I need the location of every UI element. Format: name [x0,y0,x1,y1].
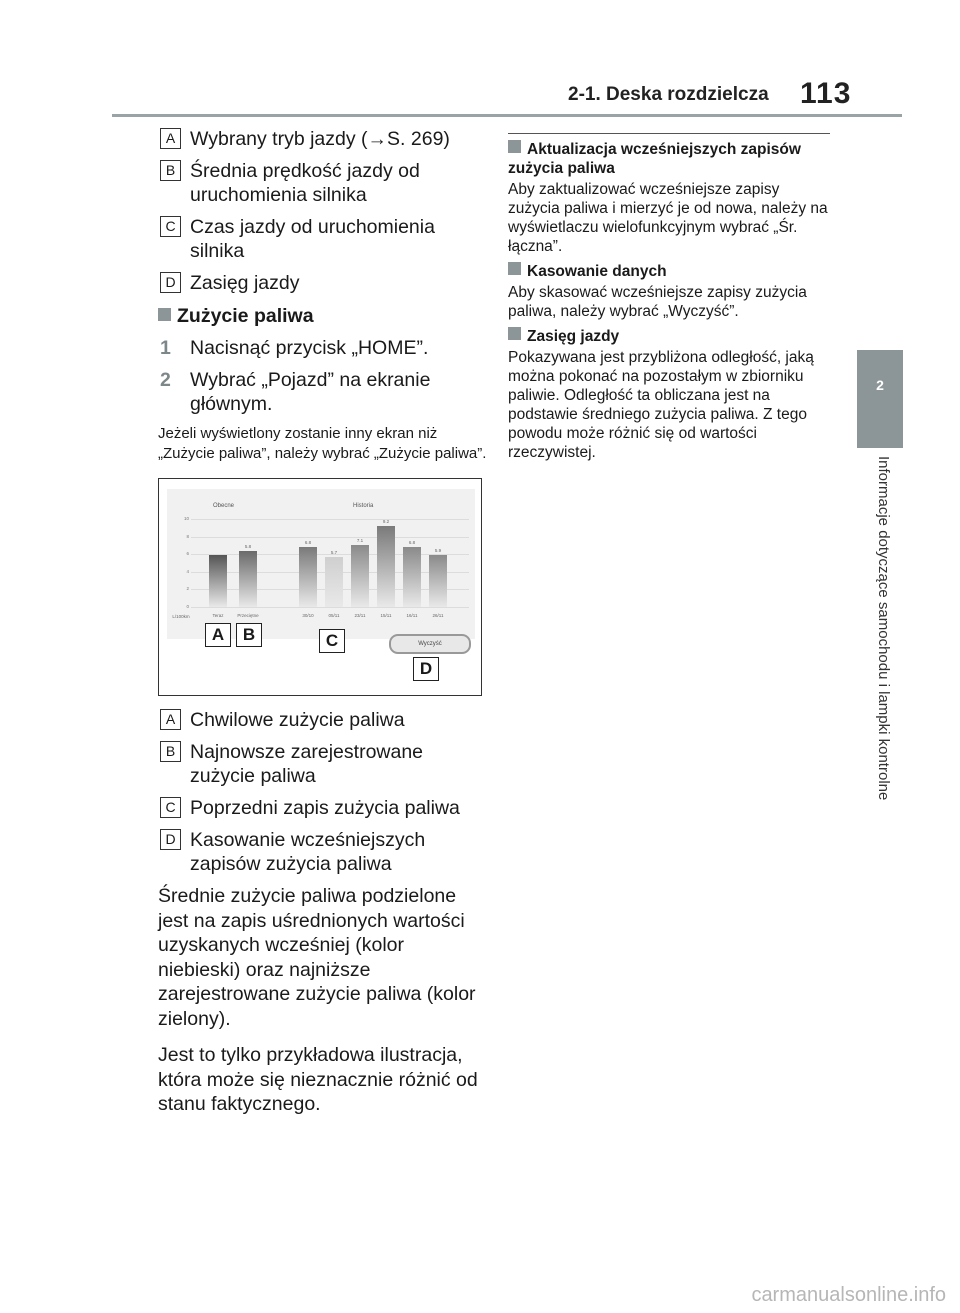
x-tick-label: 23/11 [354,613,366,618]
legend-item [158,271,488,295]
x-tick-label: 15/11 [380,613,392,618]
section-heading [508,140,832,178]
chapter-side-label: Informacje dotyczące samochodu i lampki kontrolne [875,456,892,801]
y-tick-label: 10 [183,516,189,521]
legend-top [158,127,488,295]
display-screen [167,489,475,639]
heading-text: Zużycie paliwa [177,305,314,327]
y-tick-label: 8 [186,533,189,539]
section-heading [508,262,832,281]
chart-bar [209,555,227,607]
tab-history: Historia [353,503,374,509]
chart-area [167,489,475,639]
step-text: Nacisnąć przycisk „HOME”. [190,337,429,359]
grid-line [191,519,469,520]
badge-d: D [160,272,181,293]
legend-bottom [158,708,488,876]
step-number: 2 [160,369,171,391]
chart-bar [403,547,421,607]
chart-bar [325,557,343,607]
legend-text: Kasowanie wcześniejszych zapisów zużycia paliwa [190,829,426,875]
legend-text: Chwilowe zużycie paliwa [190,709,405,731]
section-body: Aby skasować wcześniejsze zapisy zużycia paliwa, należy wybrać „Wyczyść”. [508,284,807,320]
legend-text: Wybrany tryb jazdy (→S. 269) [190,128,450,150]
heading-text: Zasięg jazdy [527,328,620,345]
fuel-consumption-figure [158,478,482,696]
bullet-square-icon [508,262,521,275]
section-heading [508,327,832,346]
grid-line [191,537,469,538]
legend-item [158,127,488,151]
legend-item [158,708,488,732]
right-column [508,133,832,468]
x-tick-label: 26/11 [432,613,444,618]
note-text: Jeżeli wyświetlony zostanie inny ekran niż „Zużycie paliwa”, należy wybrać „Zużycie paliwa”. [158,425,487,462]
bar-value-label: 5.9 [434,548,442,554]
callout-a: A [205,623,231,647]
legend-text: Najnowsze zarejestrowane zużycie paliwa [190,741,424,787]
legend-item [158,796,488,820]
callout-c: C [319,629,345,653]
x-tick-label: 05/11 [328,613,340,618]
step-text: Wybrać „Pojazd” na ekranie głównym. [190,369,431,415]
legend-item [158,215,488,263]
clear-button[interactable]: Wyczyść [389,634,471,654]
bar-value-label: 5.7 [330,549,338,555]
x-tick-label: Przeciętne [237,613,259,618]
section-title: 2-1. Deska rozdzielcza [568,84,769,105]
legend-item [158,740,488,788]
paragraph-illustration-note: Jest to tylko przykładowa ilustracja, która może się nieznacznie różnić od stanu faktycznego. [158,1044,478,1115]
heading-text: Aktualizacja wcześniejszych zapisów zużycia paliwa [508,141,801,177]
legend-text: Poprzedni zapis zużycia paliwa [190,797,460,819]
page-number: 113 [800,77,852,110]
bar-value-label: 9.2 [382,519,390,525]
y-tick-label: 4 [186,568,189,574]
legend-text: Średnia prędkość jazdy od uruchomienia silnika [190,160,420,206]
tab-current: Obecne [213,503,235,509]
badge-b: B [160,741,181,762]
bullet-square-icon [158,308,171,321]
step-item [158,368,488,416]
watermark: carmanualsonline.info [751,1284,946,1306]
bullet-square-icon [508,140,521,153]
badge-a: A [160,128,181,149]
step-item [158,336,488,360]
section-body: Pokazywana jest przybliżona odległość, jaką można pokonać na pozostałym w zbiorniku paliwie. Odległość ta obliczana jest na podstawie średniego zużycia paliwa. Z tego powodu może różnić się od wartości rzeczywistej. [508,349,814,461]
chart-bar [351,545,369,607]
x-tick-label: 30/10 [302,613,314,618]
callout-d: D [413,657,439,681]
section-body: Aby zaktualizować wcześniejsze zapisy zużycia paliwa i mierzyć je od nowa, należy na wyświetlaczu wielofunkcyjnym wybrać „Śr. łączna”. [508,181,828,255]
y-tick-label: 0 [186,604,189,609]
header-divider [112,114,902,117]
legend-text: Zasięg jazdy [190,272,300,294]
step-number: 1 [160,337,171,359]
heading-text: Kasowanie danych [527,263,667,280]
chart-bar [429,555,447,607]
fuel-consumption-heading [158,305,488,328]
paragraph-average: Średnie zużycie paliwa podzielone jest na zapis uśrednionych wartości uzyskanych wcześniej (kolor niebieski) oraz najniższe zarejestrowane zużycie paliwa (kolor zielony). [158,885,476,1030]
badge-b: B [160,160,181,181]
bar-value-label: 6.8 [304,540,312,546]
y-tick-label: 2 [186,586,189,592]
chapter-tab: 2 [857,350,903,448]
bar-value-label: 5.8 [244,543,252,549]
unit-label: L/100km [172,614,190,619]
x-tick-label: 16/11 [406,613,418,618]
badge-c: C [160,216,181,237]
legend-text: Czas jazdy od uruchomienia silnika [190,216,435,262]
bar-value-label: 6.8 [408,540,416,546]
section-divider [508,133,830,134]
legend-item [158,159,488,207]
bullet-square-icon [508,327,521,340]
chart-bar [377,526,395,607]
legend-item [158,828,488,876]
left-column [158,127,488,1129]
badge-d: D [160,829,181,850]
chart-bar [239,551,257,607]
badge-c: C [160,797,181,818]
chart-bar [299,547,317,607]
x-tick-label: Teraz [212,613,224,618]
grid-line [191,607,469,608]
y-tick-label: 6 [186,551,189,557]
badge-a: A [160,709,181,730]
bar-value-label: 7.1 [356,537,364,543]
callout-b: B [236,623,262,647]
